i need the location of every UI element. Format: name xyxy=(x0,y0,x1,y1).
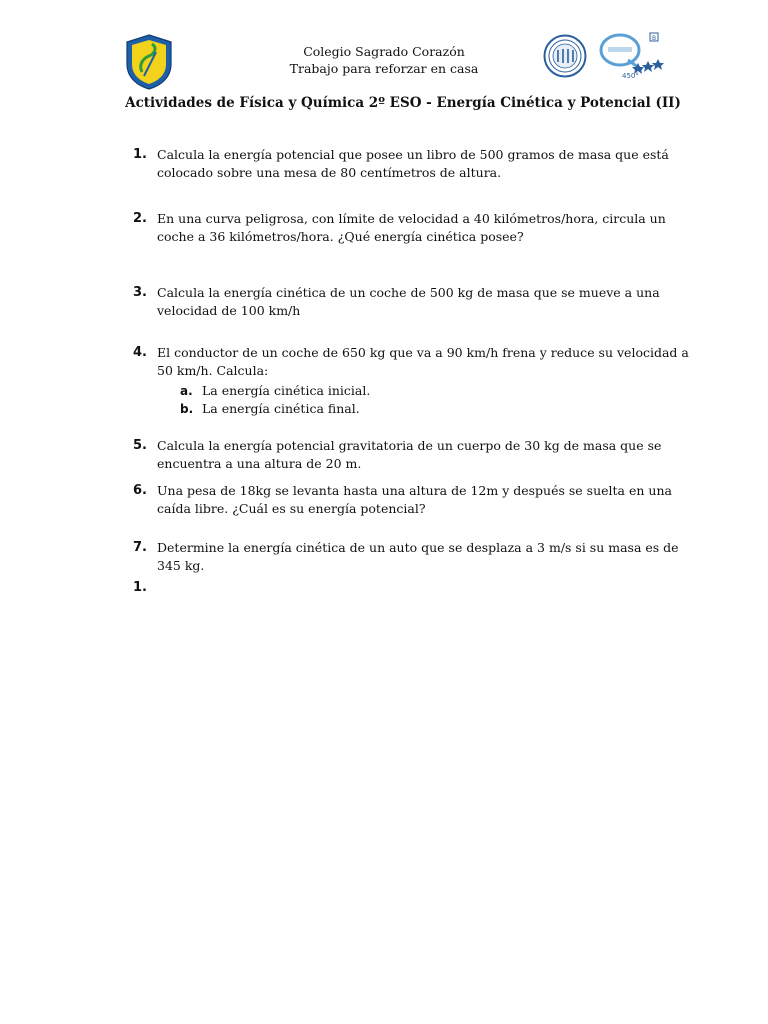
question-5 xyxy=(133,437,693,473)
question-7 xyxy=(133,539,693,575)
question-text: Calcula la energía cinética de un coche de 500 kg de masa que se mueve a una velocidad de 100 km/h xyxy=(157,285,660,318)
quality-logo-text: 450° xyxy=(622,72,639,80)
question-3 xyxy=(133,284,693,320)
school-name: Colegio Sagrado Corazón xyxy=(303,44,465,59)
subitem-b xyxy=(180,400,360,418)
question-number: 1. xyxy=(133,147,147,162)
page-title: Actividades de Física y Química 2º ESO - Energía Cinética y Potencial (II) xyxy=(125,95,681,111)
document-subtitle: Trabajo para reforzar en casa xyxy=(289,61,479,76)
svg-text:B: B xyxy=(652,35,657,42)
question-text: Calcula la energía potencial que posee un libro de 500 gramos de masa que está colocado sobre una mesa de 80 centímetros de altura. xyxy=(157,147,669,180)
question-text: Calcula la energía potencial gravitatoria de un cuerpo de 30 kg de masa que se encuentra a una altura de 20 m. xyxy=(157,438,662,471)
question-number: 1. xyxy=(133,580,147,595)
subitem-text: La energía cinética inicial. xyxy=(202,383,371,398)
subitem-a xyxy=(180,382,370,400)
subitem-letter: a. xyxy=(180,384,193,398)
question-number: 2. xyxy=(133,211,147,226)
question-text: El conductor de un coche de 650 kg que va a 90 km/h frena y reduce su velocidad a 50 km/h. Calcula: xyxy=(157,345,689,378)
question-number: 6. xyxy=(133,483,147,498)
question-4 xyxy=(133,344,693,380)
question-text: En una curva peligrosa, con límite de velocidad a 40 kilómetros/hora, circula un coche a 36 kilómetros/hora. ¿Qué energía cinética posee? xyxy=(157,211,666,244)
question-text: Una pesa de 18kg se levanta hasta una altura de 12m y después se suelta en una caída libre. ¿Cuál es su energía potencial? xyxy=(157,483,672,516)
subitem-letter: b. xyxy=(180,402,194,416)
question-text: Determine la energía cinética de un auto que se desplaza a 3 m/s si su masa es de 345 kg. xyxy=(157,540,679,573)
question-2 xyxy=(133,210,693,246)
question-number: 5. xyxy=(133,438,147,453)
question-number: 4. xyxy=(133,345,147,360)
question-number: 3. xyxy=(133,285,147,300)
subitem-text: La energía cinética final. xyxy=(202,401,360,416)
question-number: 7. xyxy=(133,540,147,555)
question-1 xyxy=(133,146,693,182)
question-6 xyxy=(133,482,693,518)
